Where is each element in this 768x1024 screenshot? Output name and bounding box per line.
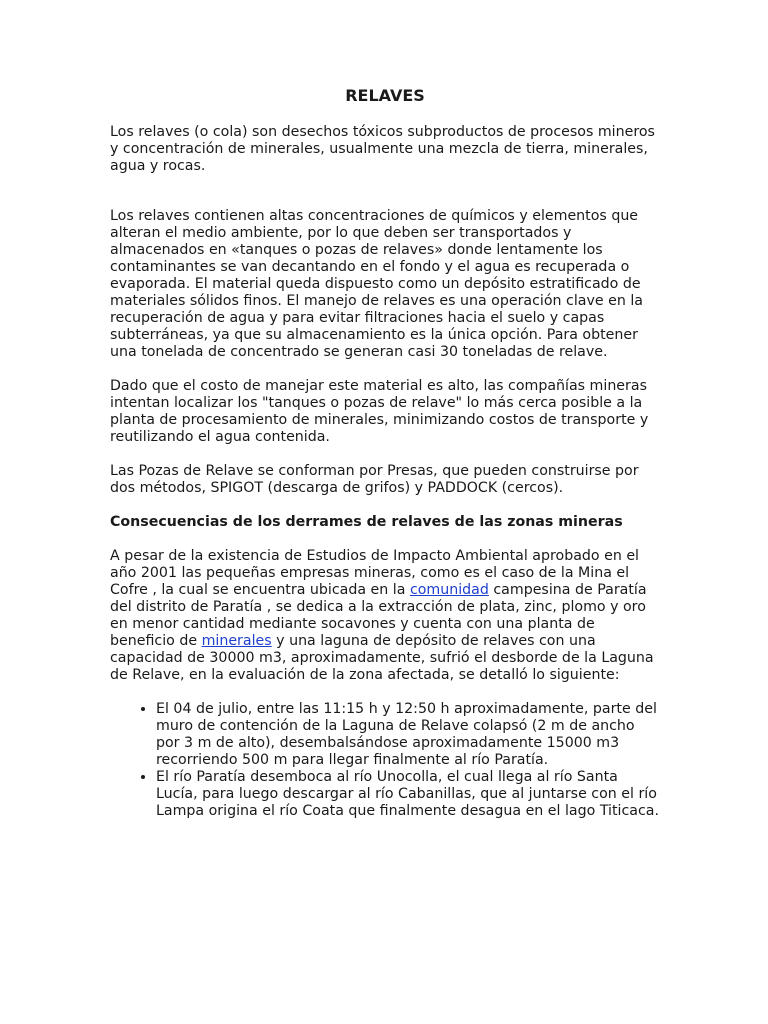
- paragraph-costo: Dado que el costo de manejar este material es alto, las compañías mineras intentan localizar los "tanques o pozas de relave" lo más cerca posible a la planta de procesamiento de minerales, minimizando costos de transporte y reutilizando el agua contenida.: [110, 378, 649, 445]
- paragraph-text: A pesar de la existencia de Estudios de Impacto Ambiental aprobado en el año 2001 las pequeñas empresas mineras, como es el caso de la Mina el Cofre , la cual se encuentra ubicada en la: [110, 548, 639, 598]
- paragraph-intro: Los relaves (o cola) son desechos tóxicos subproductos de procesos mineros y concentración de minerales, usualmente una mezcla de tierra, minerales, agua y rocas.: [110, 124, 655, 174]
- list-item: • El río Paratía desemboca al río Unocolla, el cual llega al río Santa Lucía, para luego descargar al río Cabanillas, que al juntarse con el río Lampa origina el río Coata que finalmente desagua en el lago Titicaca.: [156, 769, 660, 820]
- paragraph-relaves-contienen: Los relaves contienen altas concentraciones de químicos y elementos que alteran el medio ambiente, por lo que deben ser transportados y almacenados en «tanques o pozas de relaves» donde lentamente los contaminantes se van decantando en el fondo y el agua es recuperada o evaporada. El material queda dispuesto como un depósito estratificado de materiales sólidos finos. El manejo de relaves es una operación clave en la recuperación de agua y para evitar filtraciones hacia el suelo y capas subterráneas, ya que su almacenamiento es la única opción. Para obtener una tonelada de concentrado se generan casi 30 toneladas de relave.: [110, 208, 643, 360]
- paragraph-pozas: Las Pozas de Relave se conforman por Presas, que pueden construirse por dos métodos, SPIGOT (descarga de grifos) y PADDOCK (cercos).: [110, 463, 639, 496]
- bullet-list: [110, 701, 660, 820]
- paragraph-mina-el-cofre: [110, 548, 660, 684]
- paragraph-text: y una laguna de depósito de relaves con una capacidad de 30000 m3, aproximadamente, sufrió el desborde de la Laguna de Relave, en la evaluación de la zona afectada, se detalló lo siguiente:: [110, 633, 654, 683]
- link-minerales[interactable]: minerales: [201, 633, 272, 649]
- section-heading: Consecuencias de los derrames de relaves de las zonas mineras: [110, 514, 623, 530]
- page-title: RELAVES: [345, 86, 425, 105]
- link-comunidad[interactable]: comunidad: [409, 582, 489, 598]
- list-item: • El 04 de julio, entre las 11:15 h y 12:50 h aproximadamente, parte del muro de contención de la Laguna de Relave colapsó (2 m de ancho por 3 m de alto), desembalsándose aproximadamente 15000 m3 recorriendo 500 m para llegar finalmente al río Paratía.: [156, 701, 660, 769]
- paragraph-text: campesina de Paratía del distrito de Paratía , se dedica a la extracción de plata, zinc, plomo y oro en menor cantidad mediante socavones y cuenta con una planta de beneficio de: [110, 582, 647, 649]
